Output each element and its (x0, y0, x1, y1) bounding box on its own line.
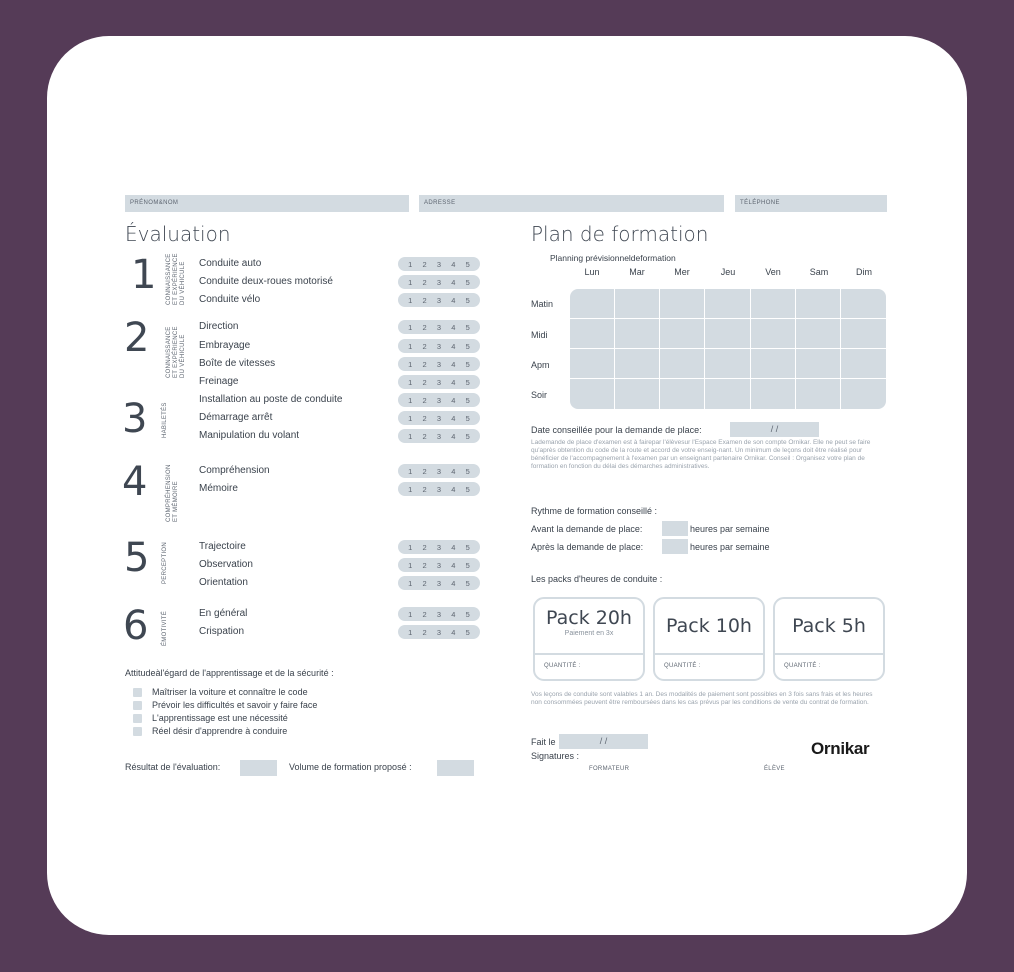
planning-cell[interactable] (570, 319, 615, 349)
rating-option[interactable]: 1 (408, 609, 413, 619)
section-number: 1 (131, 252, 157, 298)
pack-card[interactable] (533, 597, 645, 681)
rating-option[interactable]: 4 (451, 542, 456, 552)
rating-option[interactable]: 4 (451, 609, 456, 619)
rating-option[interactable]: 5 (465, 413, 470, 423)
rating-option[interactable]: 2 (422, 359, 427, 369)
attitude-item-label: Maîtriser la voiture et connaître le code (152, 687, 308, 697)
rating-option[interactable]: 3 (436, 542, 442, 552)
name-field-label: PRÉNOM&NOM (130, 200, 179, 206)
rating-option[interactable]: 1 (408, 484, 413, 494)
planning-cell[interactable] (796, 289, 841, 319)
criterion-label: Orientation (199, 577, 248, 588)
rating-option[interactable]: 3 (436, 395, 442, 405)
criterion-label: Conduite auto (199, 258, 262, 269)
rating-option[interactable]: 3 (436, 431, 442, 441)
after-hours-input[interactable] (662, 539, 688, 554)
rating-option[interactable]: 1 (408, 542, 413, 552)
criterion-label: Conduite deux-roues motorisé (199, 276, 333, 287)
planning-cell[interactable] (705, 289, 750, 319)
section-number: 6 (123, 603, 149, 649)
day-header: Dim (856, 267, 872, 277)
rating-option[interactable]: 4 (451, 259, 456, 269)
volume-input[interactable] (437, 760, 474, 776)
planning-label: Planning prévisionneldeformation (550, 253, 676, 263)
rating-scale[interactable] (398, 464, 480, 478)
criterion-label: Mémoire (199, 483, 238, 494)
rating-option[interactable]: 4 (451, 466, 456, 476)
trainer-label: FORMATEUR (589, 766, 630, 772)
planning-cell[interactable] (796, 319, 841, 349)
rating-scale[interactable] (398, 482, 480, 496)
ornikar-logo: Ornikar (811, 739, 870, 758)
rating-scale[interactable] (398, 429, 480, 443)
section-label: HABILETÉS (162, 402, 168, 438)
section-label: PERCEPTION (162, 541, 168, 584)
criterion-label: Compréhension (199, 465, 270, 476)
criterion-label: Trajectoire (199, 541, 246, 552)
rating-option[interactable]: 2 (422, 322, 427, 332)
rating-option[interactable]: 4 (451, 627, 456, 637)
rating-option[interactable]: 2 (422, 466, 427, 476)
plan-title: Plan de formation (531, 222, 709, 246)
period-label: Midi (531, 330, 548, 340)
criterion-label: Installation au poste de conduite (199, 394, 343, 405)
rating-option[interactable]: 5 (465, 395, 470, 405)
rating-option[interactable]: 3 (436, 627, 442, 637)
pack-title: Pack 10h (666, 615, 752, 637)
day-header: Mer (674, 267, 690, 277)
rating-option[interactable]: 2 (422, 377, 427, 387)
criterion-label: Démarrage arrêt (199, 412, 273, 423)
rating-option[interactable]: 2 (422, 560, 427, 570)
planning-cell[interactable] (751, 289, 796, 319)
rating-scale[interactable] (398, 558, 480, 572)
day-header: Ven (765, 267, 781, 277)
planning-cell[interactable] (615, 319, 660, 349)
rating-option[interactable]: 3 (436, 277, 442, 287)
rating-option[interactable]: 4 (451, 322, 456, 332)
period-label: Apm (531, 360, 550, 370)
address-field-label: ADRESSE (424, 200, 456, 206)
rating-option[interactable]: 5 (465, 578, 470, 588)
rating-option[interactable]: 2 (422, 431, 427, 441)
before-hours-label: heures par semaine (690, 524, 770, 534)
rating-option[interactable]: 4 (451, 341, 456, 351)
rating-option[interactable]: 5 (465, 431, 470, 441)
criterion-label: Conduite vélo (199, 294, 261, 305)
pack-quantity-label: QUANTITÉ : (535, 653, 643, 669)
date-note: Lademande de place d'examen est à fairepar l'élèvesur l'Espace Examen de son compte Ornikar. Elle ne peut se faire qu'après obtention du code de la route et accord de votre enseig-nant. Un minimum de leçons doit être réalisé pour bénéficier de l'accompagnement à l'examen par un enseignant partenaire Ornikar. Conseil : Organisez votre plan de formation en fonction du délai des démarches administratives. (531, 439, 871, 470)
planning-cell[interactable] (660, 379, 705, 409)
made-date-input[interactable]: / / (559, 734, 648, 749)
attitude-item-label: Prévoir les difficultés et savoir y faire face (152, 700, 318, 710)
period-label: Matin (531, 299, 554, 309)
rating-option[interactable]: 4 (451, 578, 456, 588)
section-label: CONNAISSANCE ET EXPÉRIENCE DU VÉHICULE (166, 253, 186, 305)
rating-option[interactable]: 5 (465, 466, 470, 476)
rating-option[interactable]: 2 (422, 295, 427, 305)
rating-option[interactable]: 5 (465, 377, 470, 387)
rating-option[interactable]: 1 (408, 627, 413, 637)
planning-grid[interactable] (570, 289, 886, 409)
rating-option[interactable]: 3 (436, 341, 442, 351)
criterion-label: Embrayage (199, 340, 251, 351)
packs-note: Vos leçons de conduite sont valables 1 an. Des modalités de paiement sont possibles en 3 fois sans frais et les heures non consommées peuvent être remboursées dans les cas prévus par les conditions de vente du contrat de formation. (531, 691, 873, 706)
rating-option[interactable]: 2 (422, 484, 427, 494)
made-label: Fait le (531, 737, 556, 747)
document-page (47, 36, 967, 935)
rating-option[interactable]: 3 (436, 484, 442, 494)
section-number: 4 (122, 459, 148, 505)
attitude-checkbox[interactable] (133, 701, 142, 710)
planning-cell[interactable] (705, 349, 750, 379)
rating-option[interactable]: 5 (465, 341, 470, 351)
planning-cell[interactable] (841, 289, 886, 319)
planning-cell[interactable] (751, 379, 796, 409)
planning-cell[interactable] (751, 349, 796, 379)
rating-scale[interactable] (398, 357, 480, 371)
rating-scale[interactable] (398, 275, 480, 289)
packs-title: Les packs d'heures de conduite : (531, 574, 663, 584)
rating-option[interactable]: 5 (465, 359, 470, 369)
rating-option[interactable]: 3 (436, 578, 442, 588)
planning-cell[interactable] (796, 349, 841, 379)
pack-card[interactable] (773, 597, 885, 681)
section-number: 5 (124, 535, 150, 581)
rating-option[interactable]: 4 (451, 560, 456, 570)
period-label: Soir (531, 390, 548, 400)
rating-option[interactable]: 4 (451, 413, 456, 423)
planning-cell[interactable] (615, 349, 660, 379)
rating-option[interactable]: 3 (436, 609, 442, 619)
rating-option[interactable]: 2 (422, 609, 427, 619)
rating-option[interactable]: 2 (422, 578, 427, 588)
before-hours-input[interactable] (662, 521, 688, 536)
rating-option[interactable]: 1 (408, 431, 413, 441)
day-header: Lun (584, 267, 600, 277)
attitude-checkbox[interactable] (133, 727, 142, 736)
planning-cell[interactable] (570, 379, 615, 409)
pack-title: Pack 20h (546, 607, 632, 629)
rating-scale[interactable] (398, 411, 480, 425)
pack-title: Pack 5h (792, 615, 866, 637)
rating-scale[interactable] (398, 257, 480, 271)
rating-option[interactable]: 3 (436, 322, 442, 332)
rating-scale[interactable] (398, 375, 480, 389)
planning-cell[interactable] (570, 349, 615, 379)
section-label: CONNAISSANCE ET EXPÉRIENCE DU VÉHICULE (166, 326, 186, 378)
rating-option[interactable]: 1 (408, 359, 413, 369)
rating-option[interactable]: 5 (465, 322, 470, 332)
rating-option[interactable]: 5 (465, 484, 470, 494)
section-label: COMPRÉHENSION ET MÉMOIRE (166, 464, 179, 522)
rating-option[interactable]: 2 (422, 413, 427, 423)
rating-option[interactable]: 4 (451, 377, 456, 387)
name-field[interactable] (125, 195, 409, 212)
criterion-label: Crispation (199, 626, 245, 637)
address-field[interactable] (419, 195, 724, 212)
rating-option[interactable]: 5 (465, 259, 470, 269)
pack-quantity-label: QUANTITÉ : (655, 653, 763, 669)
day-header: Sam (809, 267, 829, 277)
rating-option[interactable]: 1 (408, 395, 413, 405)
planning-cell[interactable] (660, 319, 705, 349)
rating-option[interactable]: 2 (422, 259, 427, 269)
rating-option[interactable]: 2 (422, 395, 427, 405)
rating-option[interactable]: 2 (422, 542, 427, 552)
rating-scale[interactable] (398, 607, 480, 621)
planning-cell[interactable] (705, 379, 750, 409)
planning-cell[interactable] (660, 289, 705, 319)
planning-cell[interactable] (615, 379, 660, 409)
pack-subtitle: Paiement en 3x (564, 630, 614, 637)
rating-scale[interactable] (398, 625, 480, 639)
rating-option[interactable]: 3 (436, 466, 442, 476)
section-number: 2 (124, 315, 150, 361)
rating-option[interactable]: 4 (451, 295, 456, 305)
after-label: Après la demande de place: (531, 542, 644, 552)
rating-option[interactable]: 1 (408, 295, 413, 305)
criterion-label: Direction (199, 321, 239, 332)
rating-option[interactable]: 5 (465, 609, 470, 619)
attitude-item-label: L'apprentissage est une nécessité (152, 713, 288, 723)
rating-scale[interactable] (398, 339, 480, 353)
rating-option[interactable]: 5 (465, 627, 470, 637)
planning-cell[interactable] (705, 319, 750, 349)
rating-option[interactable]: 3 (436, 560, 442, 570)
rating-option[interactable]: 1 (408, 259, 413, 269)
rating-option[interactable]: 1 (408, 277, 413, 287)
rating-option[interactable]: 4 (451, 395, 456, 405)
rating-option[interactable]: 4 (451, 277, 456, 287)
rating-scale[interactable] (398, 576, 480, 590)
rhythm-title: Rythme de formation conseillé : (531, 506, 658, 516)
rating-scale[interactable] (398, 393, 480, 407)
rating-option[interactable]: 2 (422, 277, 427, 287)
rating-option[interactable]: 4 (451, 431, 456, 441)
day-header: Mar (629, 267, 645, 277)
planning-cell[interactable] (660, 349, 705, 379)
rating-scale[interactable] (398, 293, 480, 307)
rating-option[interactable]: 3 (436, 295, 442, 305)
planning-cell[interactable] (841, 379, 886, 409)
pack-card[interactable] (653, 597, 765, 681)
criterion-label: Freinage (199, 376, 239, 387)
criterion-label: Boîte de vitesses (199, 358, 276, 369)
phone-field-label: TÉLÉPHONE (740, 200, 780, 206)
rating-option[interactable]: 3 (436, 359, 442, 369)
rating-option[interactable]: 3 (436, 413, 442, 423)
student-label: ÉLÈVE (764, 766, 785, 772)
rating-option[interactable]: 2 (422, 627, 427, 637)
rating-option[interactable]: 1 (408, 578, 413, 588)
rating-option[interactable]: 2 (422, 341, 427, 351)
rating-option[interactable]: 1 (408, 466, 413, 476)
rating-option[interactable]: 5 (465, 542, 470, 552)
rating-option[interactable]: 4 (451, 359, 456, 369)
planning-cell[interactable] (751, 319, 796, 349)
evaluation-title: Évaluation (125, 222, 231, 246)
result-label: Résultat de l'évaluation: (125, 762, 221, 772)
rating-option[interactable]: 4 (451, 484, 456, 494)
rating-option[interactable]: 1 (408, 560, 413, 570)
rating-option[interactable]: 1 (408, 322, 413, 332)
rating-option[interactable]: 5 (465, 560, 470, 570)
criterion-label: Manipulation du volant (199, 430, 300, 441)
attitude-item-label: Réel désir d'apprendre à conduire (152, 726, 288, 736)
rating-option[interactable]: 1 (408, 377, 413, 387)
rating-option[interactable]: 5 (465, 295, 470, 305)
rating-option[interactable]: 5 (465, 277, 470, 287)
after-hours-label: heures par semaine (690, 542, 770, 552)
rating-option[interactable]: 3 (436, 377, 442, 387)
planning-cell[interactable] (841, 349, 886, 379)
section-label: ÉMOTIVITÉ (162, 610, 168, 646)
attitude-title: Attitudeàl'égard de l'apprentissage et de la sécurité : (125, 668, 334, 678)
criterion-label: Observation (199, 559, 253, 570)
rating-option[interactable]: 3 (436, 259, 442, 269)
signatures-label: Signatures : (531, 751, 580, 761)
day-header: Jeu (720, 267, 736, 277)
rating-option[interactable]: 1 (408, 413, 413, 423)
planning-cell[interactable] (841, 319, 886, 349)
section-number: 3 (122, 396, 148, 442)
criterion-label: En général (199, 608, 248, 619)
result-input[interactable] (240, 760, 277, 776)
rating-option[interactable]: 1 (408, 341, 413, 351)
phone-field[interactable] (735, 195, 887, 212)
rating-scale[interactable] (398, 320, 480, 334)
planning-cell[interactable] (615, 289, 660, 319)
planning-cell[interactable] (570, 289, 615, 319)
planning-cell[interactable] (796, 379, 841, 409)
date-input[interactable]: / / (730, 422, 819, 437)
before-label: Avant la demande de place: (531, 524, 643, 534)
rating-scale[interactable] (398, 540, 480, 554)
attitude-checkbox[interactable] (133, 688, 142, 697)
pack-quantity-label: QUANTITÉ : (775, 653, 883, 669)
date-label: Date conseillée pour la demande de place: (531, 425, 702, 435)
volume-label: Volume de formation proposé : (289, 762, 412, 772)
attitude-checkbox[interactable] (133, 714, 142, 723)
